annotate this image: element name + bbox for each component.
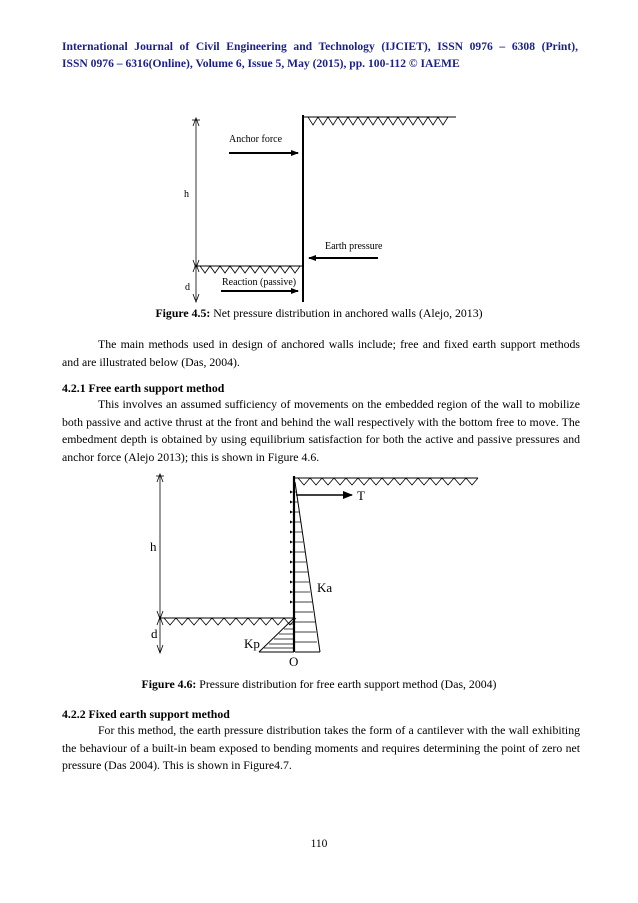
figure-4-5-caption-text: Net pressure distribution in anchored walls (Alejo, 2013) (210, 306, 483, 320)
header-line-1: International Journal of Civil Engineering and Technology (IJCIET), ISSN 0976 – 6308 (Print), (62, 40, 578, 53)
figure-4-6-diagram (140, 470, 500, 670)
section-4-2-2-heading: 4.2.2 Fixed earth support method (62, 707, 230, 721)
header-line-2: ISSN 0976 – 6316(Online), Volume 6, Issue 5, May (2015), pp. 100-112 © IAEME (62, 57, 460, 70)
page-number: 110 (310, 838, 328, 850)
t-label: T (357, 488, 365, 503)
figure-4-6-caption-label: Figure 4.6: (141, 677, 197, 691)
journal-header (62, 38, 578, 72)
kp-label: Kp (244, 636, 260, 651)
h-label: h (184, 189, 189, 200)
d-label: d (185, 282, 190, 293)
h-label-2: h (150, 539, 157, 554)
figure-4-5-caption-label: Figure 4.5: (155, 306, 211, 320)
figure-4-5-diagram (170, 108, 470, 308)
o-label: O (289, 654, 299, 669)
figure-4-6-caption-text: Pressure distribution for free earth support method (Das, 2004) (196, 677, 497, 691)
intro-paragraph: The main methods used in design of anchored walls include; free and fixed earth support methods and are illustrated below (Das, 2004). (62, 337, 580, 369)
anchor-force-label: Anchor force (229, 134, 283, 145)
figure-4-5-caption (0, 306, 638, 321)
d-label-2: d (151, 626, 158, 641)
ka-label: Ka (317, 580, 333, 595)
earth-pressure-label: Earth pressure (325, 241, 383, 252)
section-4-2-2-paragraph: For this method, the earth pressure distribution takes the form of a cantilever with the wall exhibiting the behaviour of a built-in beam exposed to bending moments and requires determining the point of zero net pressure (Das 2004). This is shown in Figure4.7. (62, 723, 580, 773)
section-4-2-1-paragraph: This involves an assumed sufficiency of movements on the embedded region of the wall to mobilize both passive and active thrust at the front and behind the wall respectively with the bottom free to move. The embedment depth is obtained by using equilibrium satisfaction for both the active and passive pressures and anchor force (Alejo 2013); this is shown in Figure 4.6. (62, 397, 580, 464)
reaction-label: Reaction (passive) (222, 277, 297, 288)
figure-4-6-caption (0, 677, 638, 692)
section-4-2-1-heading: 4.2.1 Free earth support method (62, 381, 225, 395)
